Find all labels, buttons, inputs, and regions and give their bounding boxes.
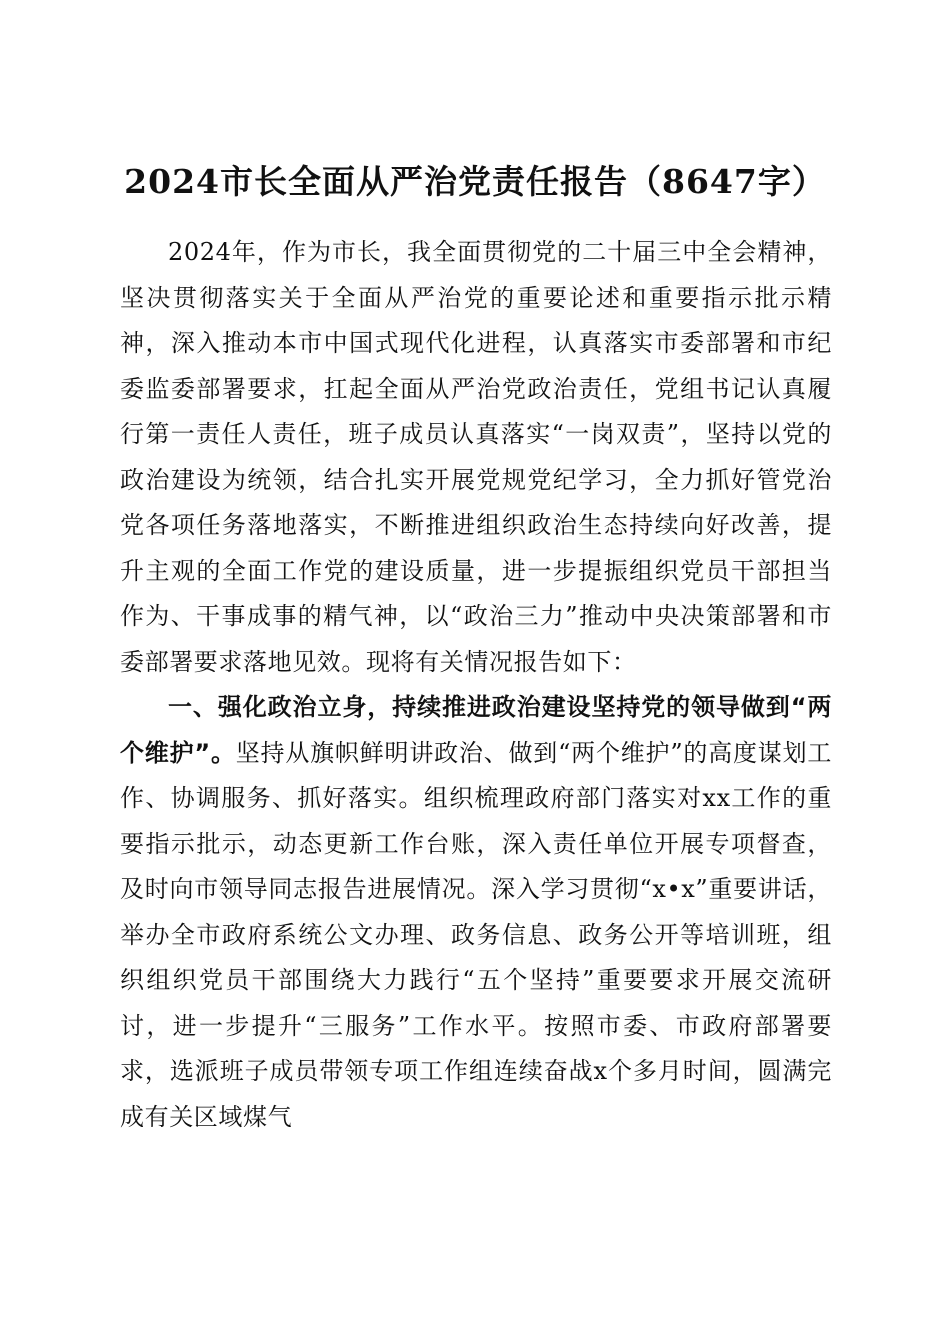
section-one-text: 坚持从旗帜鲜明讲政治、做到“两个维护”的高度谋划工作、协调服务、抓好落实。组织梳理政府部门落实对xx工作的重要指示批示，动态更新工作台账，深入责任单位开展专项督查，及时向市领导同志报告进展情况。深入学习贯彻“x•x”重要讲话，举办全市政府系统公文办理、政务信息、政务公开等培训班，组织组织党员干部围绕大力践行“五个坚持”重要要求开展交流研讨，进一步提升“三服务”工作水平。按照市委、市政府部署要求，选派班子成员带领专项工作组连续奋战x个多月时间，圆满完成有关区域煤气 bbox=[120, 738, 832, 1131]
section-one-paragraph bbox=[120, 685, 832, 1140]
document-body bbox=[120, 230, 832, 1140]
intro-paragraph: 2024年，作为市长，我全面贯彻党的二十届三中全会精神，坚决贯彻落实关于全面从严治党的重要论述和重要指示批示精神，深入推动本市中国式现代化进程，认真落实市委部署和市纪委监委部署要求，扛起全面从严治党政治责任，党组书记认真履行第一责任人责任，班子成员认真落实“一岗双责”，坚持以党的政治建设为统领，结合扎实开展党规党纪学习，全力抓好管党治党各项任务落地落实，不断推进组织政治生态持续向好改善，提升主观的全面工作党的建设质量，进一步提振组织党员干部担当作为、干事成事的精气神，以“政治三力”推动中央决策部署和市委部署要求落地见效。现将有关情况报告如下： bbox=[120, 238, 832, 676]
document-title: 2024市长全面从严治党责任报告（8647字） bbox=[124, 162, 826, 202]
section-one-heading: 一、强化政治立身，持续推进政治建设坚持党的领导做到“两个维护”。 bbox=[120, 693, 832, 767]
